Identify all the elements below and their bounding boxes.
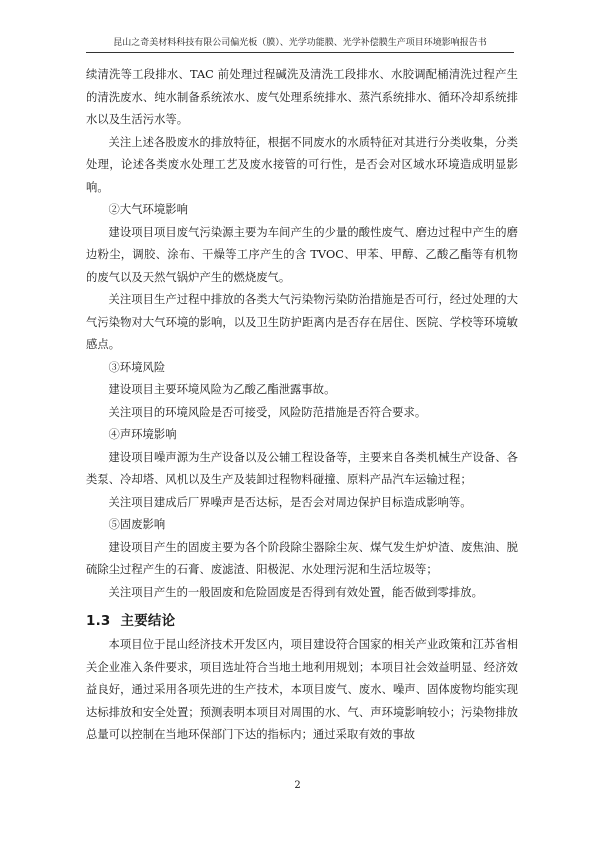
paragraph: 本项目位于昆山经济技术开发区内，项目建设符合国家的相关产业政策和江苏省相关企业准入条件要求，项目选址符合当地土地利用规划；本项目社会效益明显、经济效益良好，通过采用各项先进的生产技术，本项目废气、废水、噪声、固体废物均能实现达标排放和安全处置；预测表明本项目对周围的水、气、声环境影响较小；污染物排放总量可以控制在当地环保部门下达的指标内；通过采取有效的事故 [86,638,518,741]
paragraph: 关注项目产生的一般固废和危险固废是否得到有效处置，能否做到零排放。 [108,585,483,599]
header-rule [86,52,514,53]
document-body [86,64,518,747]
subheading-noise-environment: ④声环境影响 [108,428,177,441]
paragraph: 关注项目建成后厂界噪声是否达标，是否会对周边保护目标造成影响等。 [108,495,472,509]
paragraph: 建设项目项目废气污染源主要为车间产生的少量的酸性废气、磨边过程中产生的磨边粉尘，调胶、涂布、干燥等工序产生的含 TVOC、甲苯、甲醇、乙酸乙酯等有机物的废气以及天然气锅炉产生的燃烧废气。 [86,225,518,284]
subheading-solid-waste: ⑤固废影响 [108,518,166,531]
section-title: 主要结论 [120,613,176,629]
paragraph: 关注项目生产过程中排放的各类大气污染物污染防治措施是否可行，经过处理的大气污染物对大气环境的影响，以及卫生防护距离内是否存在居住、医院、学校等环境敏感点。 [86,293,518,351]
paragraph: 关注上述各股废水的排放特征，根据不同废水的水质特征对其进行分类收集，分类处理，论述各类废水处理工艺及废水接管的可行性，是否会对区域水环境造成明显影响。 [86,135,518,194]
page-number: 2 [294,780,301,791]
section-number: 1.3 [86,613,111,629]
paragraph: 续清洗等工段排水、TAC 前处理过程碱洗及清洗工段排水、水胶调配桶清洗过程产生的清洗废水、纯水制备系统浓水、废气处理系统排水、蒸汽系统排水、循环冷却系统排水以及生活污水等。 [86,68,518,126]
section-heading [86,608,518,634]
subheading-environmental-risk: ③环境风险 [108,360,166,374]
subheading-air-environment: ②大气环境影响 [108,203,188,216]
running-header: 昆山之奇美材料科技有限公司偏光板（膜）、光学功能膜、光学补偿膜生产项目环境影响报告书 [113,38,487,48]
paragraph: 建设项目噪声源为生产设备以及公辅工程设备等，主要来自各类机械生产设备、各类泵、冷却塔、风机以及生产及装卸过程物料碰撞、原料产品汽车运输过程； [86,450,518,486]
paragraph: 建设项目主要环境风险为乙酸乙酯泄露事故。 [108,383,336,396]
paragraph: 关注项目的环境风险是否可接受，风险防范措施是否符合要求。 [108,405,427,419]
paragraph: 建设项目产生的固废主要为各个阶段除尘器除尘灰、煤气发生炉炉渣、废焦油、脱硫除尘过程产生的石膏、废滤渣、阳极泥、水处理污泥和生活垃圾等； [86,540,518,576]
